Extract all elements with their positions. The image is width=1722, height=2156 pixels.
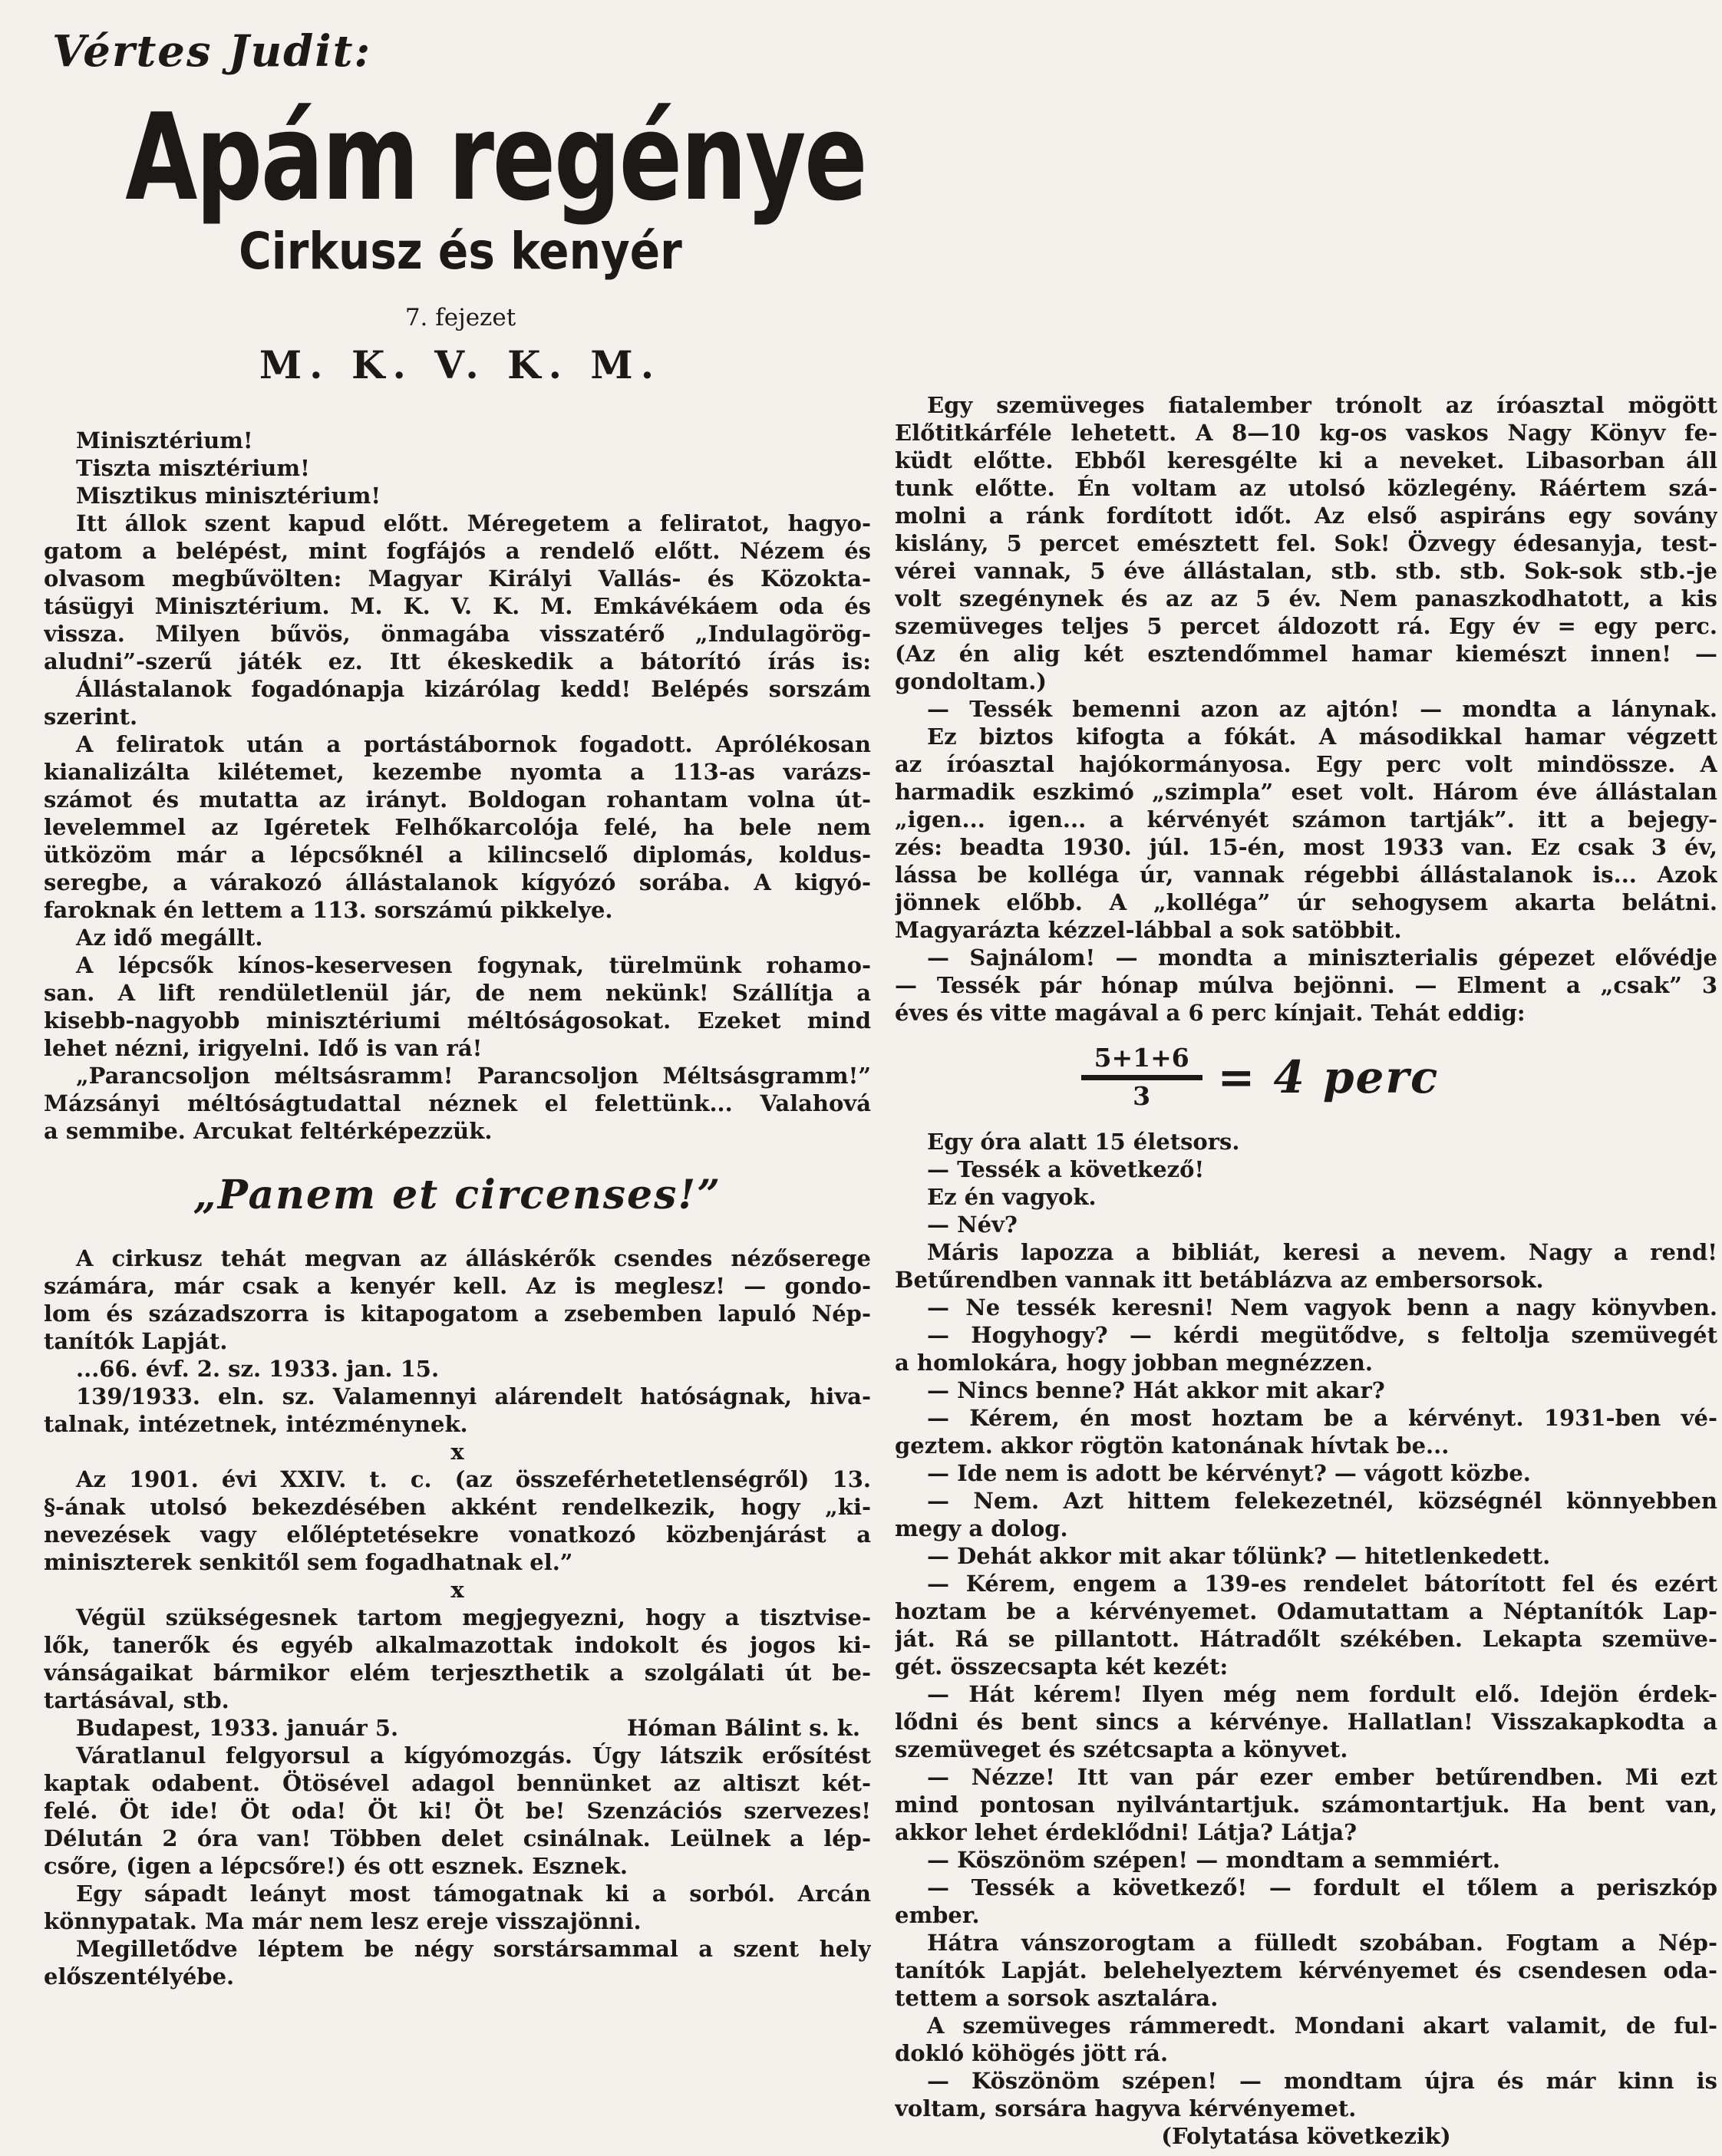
text-line: megy a dolog. [895, 1515, 1068, 1541]
text-line: számára, már csak a kenyér kell. Az is meglesz! — gondo- [44, 1273, 871, 1299]
text-line: Az idő megállt. [76, 925, 263, 951]
text-line: Egy óra alatt 15 életsors. [927, 1129, 1240, 1155]
text-line: levelemmel az Igéretek Felhőkarcolója felé, ha bele nem [44, 814, 871, 840]
text-line: Tiszta misztérium! [76, 455, 310, 481]
text-line: aludni”-szerű játék ez. Itt ékeskedik a bátorító írás is: [44, 648, 871, 674]
text-line: Ez biztos kifogta a fókát. A másodikkal hamar végzett [927, 724, 1717, 750]
text-line: 139/1933. eln. sz. Valamennyi alárendelt hatóságnak, hiva- [76, 1383, 871, 1409]
text-line: lehet nézni, irigyelni. Idő is van rá! [44, 1035, 483, 1061]
text-line: jönnek előbb. A „kolléga” úr sehogysem akarta belátni. [895, 889, 1717, 915]
text-line: tásügyi Minisztérium. M. K. V. K. M. Emkávékáem oda és [44, 593, 871, 619]
text-line: akkor lehet érdeklődni! Látja? Látja? [895, 1819, 1357, 1845]
text-line: ...66. évf. 2. sz. 1933. jan. 15. [76, 1356, 440, 1382]
text-line: A cirkusz tehát megvan az álláskérők csendes nézőserege [76, 1245, 871, 1271]
text-line: talnak, intézetnek, intézménynek. [44, 1411, 468, 1437]
text-line: Mázsányi méltóságtudattal néznek el felettünk... Valahová [44, 1090, 871, 1116]
text-line: Végül szükségesnek tartom megjegyezni, hogy a tisztvise- [76, 1604, 871, 1630]
text-line: — Hogyhogy? — kérdi megütődve, s feltolja szemüvegét [927, 1322, 1717, 1348]
text-line: — Nem. Azt hittem felekezetnél, községnél könnyebben [927, 1488, 1717, 1514]
text-line: — Hát kérem! Ilyen még nem fordult elő. Idejön érdek- [927, 1681, 1717, 1707]
text-line: harmadik eszkimó „szimpla” eset volt. Három éve állástalan [895, 779, 1717, 805]
text-line: voltam, sorsára hagyva kérvényemet. [895, 2095, 1357, 2121]
text-line: kaptak odabent. Ötösével adagol bennünket az altiszt két- [44, 1770, 871, 1796]
formula-numerator: 5+1+6 [1094, 1043, 1189, 1073]
chapter-number: 7. fejezet [404, 304, 516, 332]
text-line: ütközöm már a lépcsőknél a kilincselő diplomás, koldus- [44, 842, 871, 868]
text-line: könnypatak. Ma már nem lesz ereje visszajönni. [44, 1908, 642, 1934]
text-line: tanítók Lapját. belehelyeztem kérvényemet és csendesen oda- [895, 1957, 1717, 1983]
text-line: — Ide nem is adott be kérvényt? — vágott közbe. [927, 1460, 1531, 1486]
text-line: mind pontosan nyilvántartjuk. számontartjuk. Ha bent van, [895, 1792, 1717, 1818]
text-line: — Köszönöm szépen! — mondtam újra és már kinn is [927, 2068, 1717, 2094]
text-line: olvasom megbűvölten: Magyar Királyi Vallás- és Közokta- [44, 565, 871, 592]
text-line: — Dehát akkor mit akar tőlünk? — hitetlenkedett. [927, 1543, 1551, 1569]
x-separator: x [450, 1439, 464, 1465]
text-line: Váratlanul felgyorsul a kígyómozgás. Úgy látszik erősítést [76, 1742, 871, 1769]
text-line: Ez én vagyok. [927, 1184, 1097, 1210]
signature-name: Hóman Bálint s. k. [626, 1715, 860, 1741]
text-line: nevezések vagy előléptetésekre vonatkozó közbenjárást a [44, 1521, 871, 1548]
text-line: faroknak én lettem a 113. sorszámú pikkelye. [44, 897, 613, 923]
text-line: kianalizálta kilétemet, kezembe nyomta a 113-as varázs- [44, 759, 871, 785]
text-line: kisebb-nagyobb minisztériumi méltóságosokat. Ezeket mind [44, 1007, 871, 1033]
text-line: Délután 2 óra van! Többen delet csinálnak. Leülnek a lép- [44, 1825, 871, 1851]
text-line: Megilletődve léptem be négy sorstársammal a szent hely [76, 1936, 871, 1962]
text-line: miniszterek senkitől sem fogadhatnak el.” [44, 1549, 573, 1575]
text-line: volt szegénynek és az az 5 év. Nem panaszkodhatott, a kis [895, 585, 1717, 612]
text-line: vissza. Milyen bűvös, önmagába visszatérő „Indulagörög- [44, 621, 871, 647]
text-line: a homlokára, hogy jobban megnézzen. [895, 1350, 1374, 1376]
author-byline: Vértes Judit: [52, 26, 372, 77]
text-line: „igen... igen... a kérvényét számon tartják”. itt a bejegy- [895, 806, 1717, 832]
article-title: Apám regénye [125, 87, 866, 227]
article-header [31, 87, 890, 388]
text-line: (Az én alig két esztendőmmel hamar kiemészt innen! — [895, 641, 1717, 667]
text-line: — Ne tessék keresni! Nem vagyok benn a nagy könyvben. [927, 1294, 1717, 1320]
formula-denominator: 3 [1133, 1080, 1151, 1111]
text-line: — Név? [927, 1212, 1018, 1238]
text-line: Az 1901. évi XXIV. t. c. (az összeférhetetlenségről) 13. [76, 1466, 871, 1492]
text-line: szerint. [44, 704, 138, 730]
text-line: A szemüveges rámmeredt. Mondani akart valamit, de ful- [927, 2013, 1717, 2039]
x-separator: x [450, 1577, 464, 1603]
text-line: ember. [895, 1902, 980, 1928]
text-line: tunk előtte. Én voltam az utolsó közlegény. Ráértem szá- [895, 475, 1717, 501]
text-line: ját. Rá se pillantott. Hátradőlt székében. Lekapta szemüve- [895, 1626, 1717, 1652]
text-line: — Tessék pár hónap múlva bejönni. — Elment a „csak” 3 [895, 972, 1717, 998]
text-line: tettem a sorsok asztalára. [895, 1985, 1219, 2011]
text-line: kislány, 5 percet emésztett fel. Sok! Özvegy édesanyja, test- [895, 530, 1717, 556]
text-line: — Nézze! Itt van pár ezer ember betűrendben. Mi ezt [927, 1764, 1717, 1790]
text-line: Állástalanok fogadónapja kizárólag kedd! Belépés sorszám [76, 676, 871, 702]
text-line: — Tessék a következő! [927, 1156, 1205, 1182]
text-line: lássa be kolléga úr, vannak régebbi állástalanok is... Azok [895, 862, 1717, 888]
text-line: gondoltam.) [895, 668, 1047, 694]
text-line: Magyarázta kézzel-lábbal a sok satöbbit. [895, 917, 1402, 943]
text-line: lők, tanerők és egyéb alkalmazottak indokolt és jogos ki- [44, 1632, 871, 1658]
text-line: — Nincs benne? Hát akkor mit akar? [927, 1377, 1385, 1403]
text-line: küdt előtte. Ebből keresgélte ki a neveket. Libasorban áll [895, 447, 1717, 473]
text-line: zés: beadta 1930. júl. 15-én, most 1933 van. Ez csak 3 év, [895, 834, 1717, 860]
section-heading: „Panem et circenses!” [193, 1171, 722, 1218]
article-subtitle: Cirkusz és kenyér [239, 222, 682, 282]
text-line: előszentélyébe. [44, 1963, 235, 1990]
text-line: Betűrendben vannak itt betáblázva az embersorsok. [895, 1267, 1544, 1293]
text-line: az íróasztal hajókormányosa. Egy perc volt mindössze. A [895, 751, 1717, 777]
text-line: tanítók Lapját. [44, 1328, 228, 1354]
text-line: lom és századszorra is kitapogatom a zsebemben lapuló Nép- [44, 1301, 871, 1327]
text-line: — Tessék bemenni azon az ajtón! — mondta a lánynak. [927, 696, 1717, 722]
text-line: felé. Öt ide! Öt oda! Öt ki! Öt be! Szenzációs szervezes! [44, 1798, 871, 1824]
text-line: A feliratok után a portástábornok fogadott. Aprólékosan [76, 731, 871, 757]
text-line: molni a ránk fordított időt. Az első aspiráns egy sovány [895, 503, 1717, 529]
text-line: gét. összecsapta két kezét: [895, 1653, 1229, 1680]
text-line: san. A lift rendületlenül jár, de nem nekünk! Szállítja a [44, 980, 871, 1006]
text-line: „Parancsoljon méltsásramm! Parancsoljon Méltsásgramm!” [76, 1063, 871, 1089]
text-line: lődni és bent sincs a kérvénye. Hallatlan! Visszakapkodta a [895, 1709, 1717, 1735]
formula-block [849, 1027, 1671, 1128]
chapter-title: M. K. V. K. M. [259, 342, 662, 388]
signature-line [44, 1714, 871, 1742]
text-line: Misztikus minisztérium! [76, 483, 381, 509]
text-line: csőre, (igen a lépcsőre!) és ott esznek. Esznek. [44, 1853, 628, 1879]
text-line: számot és mutatta az irányt. Boldogan rohantam volna út- [44, 786, 871, 813]
text-line: §-ának utolsó bekezdésében akként rendelkezik, hogy „ki- [44, 1494, 871, 1520]
right-column [895, 391, 1717, 2150]
text-line: szemüveges teljes 5 percet áldozott rá. Egy év = egy perc. [895, 613, 1717, 639]
text-line: Egy szemüveges fiatalember trónolt az íróasztal mögött [927, 392, 1717, 418]
text-line: tartásával, stb. [44, 1687, 229, 1713]
text-line: Egy sápadt leányt most támogatnak ki a sorból. Arcán [76, 1881, 871, 1907]
text-line: geztem. akkor rögtön katonának hívtak be... [895, 1432, 1450, 1459]
text-line: Hátra vánszorogtam a fülledt szobában. Fogtam a Nép- [927, 1930, 1717, 1956]
text-line: dokló köhögés jött rá. [895, 2040, 1169, 2066]
text-line: vérei vannak, 5 éve állástalan, stb. stb. stb. Sok-sok stb.-je [895, 558, 1717, 584]
text-line: A lépcsők kínos-keservesen fogynak, türelmünk rohamo- [76, 952, 871, 978]
text-line: szemüveget és szétcsapta a könyvet. [895, 1736, 1348, 1762]
fraction [1081, 1044, 1202, 1110]
signature-place-date: Budapest, 1933. január 5. [76, 1715, 399, 1741]
text-line: — Sajnálom! — mondta a miniszterialis gépezet elővédje [927, 944, 1717, 971]
text-line: Minisztérium! [76, 427, 253, 453]
text-line: éves és vitte magával a 6 perc kínjait. Tehát eddig: [895, 1000, 1526, 1026]
text-line: seregbe, a várakozó állástalanok kígyózó sorába. A kigyó- [44, 869, 871, 895]
text-line: — Kérem, én most hoztam be a kérvényt. 1931-ben vé- [927, 1405, 1717, 1431]
continuation-line: (Folytatása következik) [1161, 2123, 1451, 2149]
text-line: gatom a belépést, mint fogfájós a rendelő előtt. Nézem és [44, 538, 871, 564]
left-column [44, 427, 871, 1990]
text-line: hoztam be a kérvényemet. Odamutattam a Néptanítók Lap- [895, 1598, 1717, 1624]
fraction-bar [1081, 1075, 1202, 1080]
text-line: vánságaikat bármikor elém terjeszthetik a szolgálati út be- [44, 1660, 871, 1686]
text-line: Máris lapozza a bibliát, keresi a nevem. Nagy a rend! [927, 1239, 1717, 1265]
text-line: — Tessék a következő! — fordult el tőlem a periszkóp [927, 1874, 1717, 1901]
text-line: a semmibe. Arcukat feltérképezzük. [44, 1118, 493, 1144]
text-line: — Köszönöm szépen! — mondtam a semmiért. [927, 1847, 1500, 1873]
text-line: — Kérem, engem a 139-es rendelet bátorított fel és ezért [927, 1571, 1717, 1597]
text-line: Itt állok szent kapud előtt. Méregetem a feliratot, hagyo- [76, 510, 871, 536]
text-line: Előtitkárféle lehetett. A 8—10 kg-os vaskos Nagy Könyv fe- [895, 420, 1717, 446]
formula-result: = 4 perc [1217, 1051, 1440, 1103]
